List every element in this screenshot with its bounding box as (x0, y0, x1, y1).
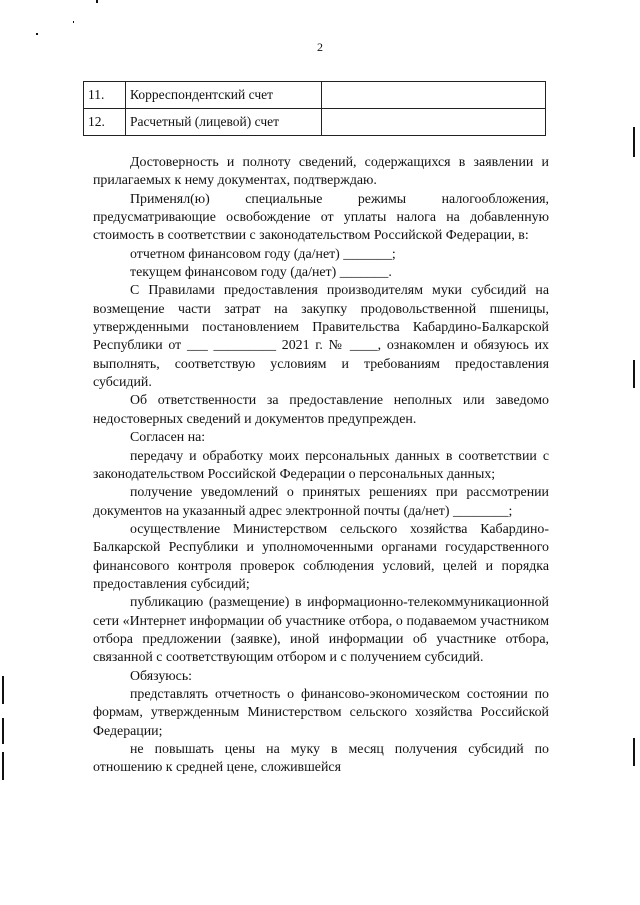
paragraph-obligations-heading: Обязуюсь: (130, 668, 193, 684)
paragraph-personal-data: передачу и обработку моих персональных данных в соответствии с законодательством Российской Федерации о персональных данных; (93, 448, 549, 482)
table-row (84, 109, 546, 136)
row-value (322, 82, 546, 109)
document-body (93, 154, 549, 778)
scan-mark (36, 33, 38, 35)
page-number: 2 (317, 40, 323, 54)
row-value (322, 109, 546, 136)
paragraph-rules: С Правилами предоставления производителям муки субсидий на возмещение части затрат на закупку продовольственной пшеницы, утвержденными постановлением Правительства Кабардино-Балкарской Республики от ___ _________ 2021 г. № ____, ознакомлен и обязуюсь их выполнять, соответствую условиям и требованиям предоставления субсидий. (93, 283, 549, 391)
scan-mark (96, 0, 98, 3)
row-label: Расчетный (лицевой) счет (126, 109, 322, 136)
paragraph-prices: не повышать цены на муку в месяц получения субсидий по отношению к средней цене, сложившейся (93, 742, 549, 776)
paragraph-tax-regimes: Применял(ю) специальные режимы налогообложения, предусматривающие освобождение от уплаты налога на добавленную стоимость в соответствии с законодательством Российской Федерации, в: (93, 191, 549, 244)
paragraph-reporting: представлять отчетность о финансово-экономическом состоянии по формам, утвержденным Министерством сельского хозяйства Российской Федерации; (93, 686, 549, 739)
paragraph-reporting-year: отчетном финансовом году (да/нет) _______; (130, 246, 396, 262)
scan-mark (73, 21, 74, 23)
paragraph-consent-heading: Согласен на: (130, 430, 206, 446)
scan-mark (633, 127, 635, 157)
scan-mark (2, 676, 4, 704)
paragraph-notifications: получение уведомлений о принятых решениях при рассмотрении документов на указанный адрес электронной почты (да/нет) ________; (93, 485, 549, 519)
scan-mark (2, 752, 4, 780)
table-row (84, 82, 546, 109)
scan-mark (2, 718, 4, 744)
requisites-table (83, 81, 546, 136)
paragraph-inspections: осуществление Министерством сельского хозяйства Кабардино-Балкарской Республики и уполномоченными органами государственного финансового контроля проверок соблюдения условий, целей и порядка предоставления субсидий; (93, 521, 549, 592)
row-number: 11. (84, 82, 126, 109)
paragraph-responsibility: Об ответственности за предоставление неполных или заведомо недостоверных сведений и документов предупрежден. (93, 393, 549, 427)
row-label: Корреспондентский счет (126, 82, 322, 109)
row-number: 12. (84, 109, 126, 136)
paragraph-publication: публикацию (размещение) в информационно-телекоммуникационной сети «Интернет информации об участнике отбора, о подаваемом участником отбора предложении (заявке), иной информации об участнике отбора, связанной с соответствующим отбором и с получением субсидий. (93, 595, 549, 666)
scan-mark (633, 360, 635, 388)
paragraph-current-year: текущем финансовом году (да/нет) _______. (130, 265, 392, 281)
scan-mark (633, 738, 635, 766)
paragraph-confirmation: Достоверность и полноту сведений, содержащихся в заявлении и прилагаемых к нему документах, подтверждаю. (93, 155, 549, 189)
